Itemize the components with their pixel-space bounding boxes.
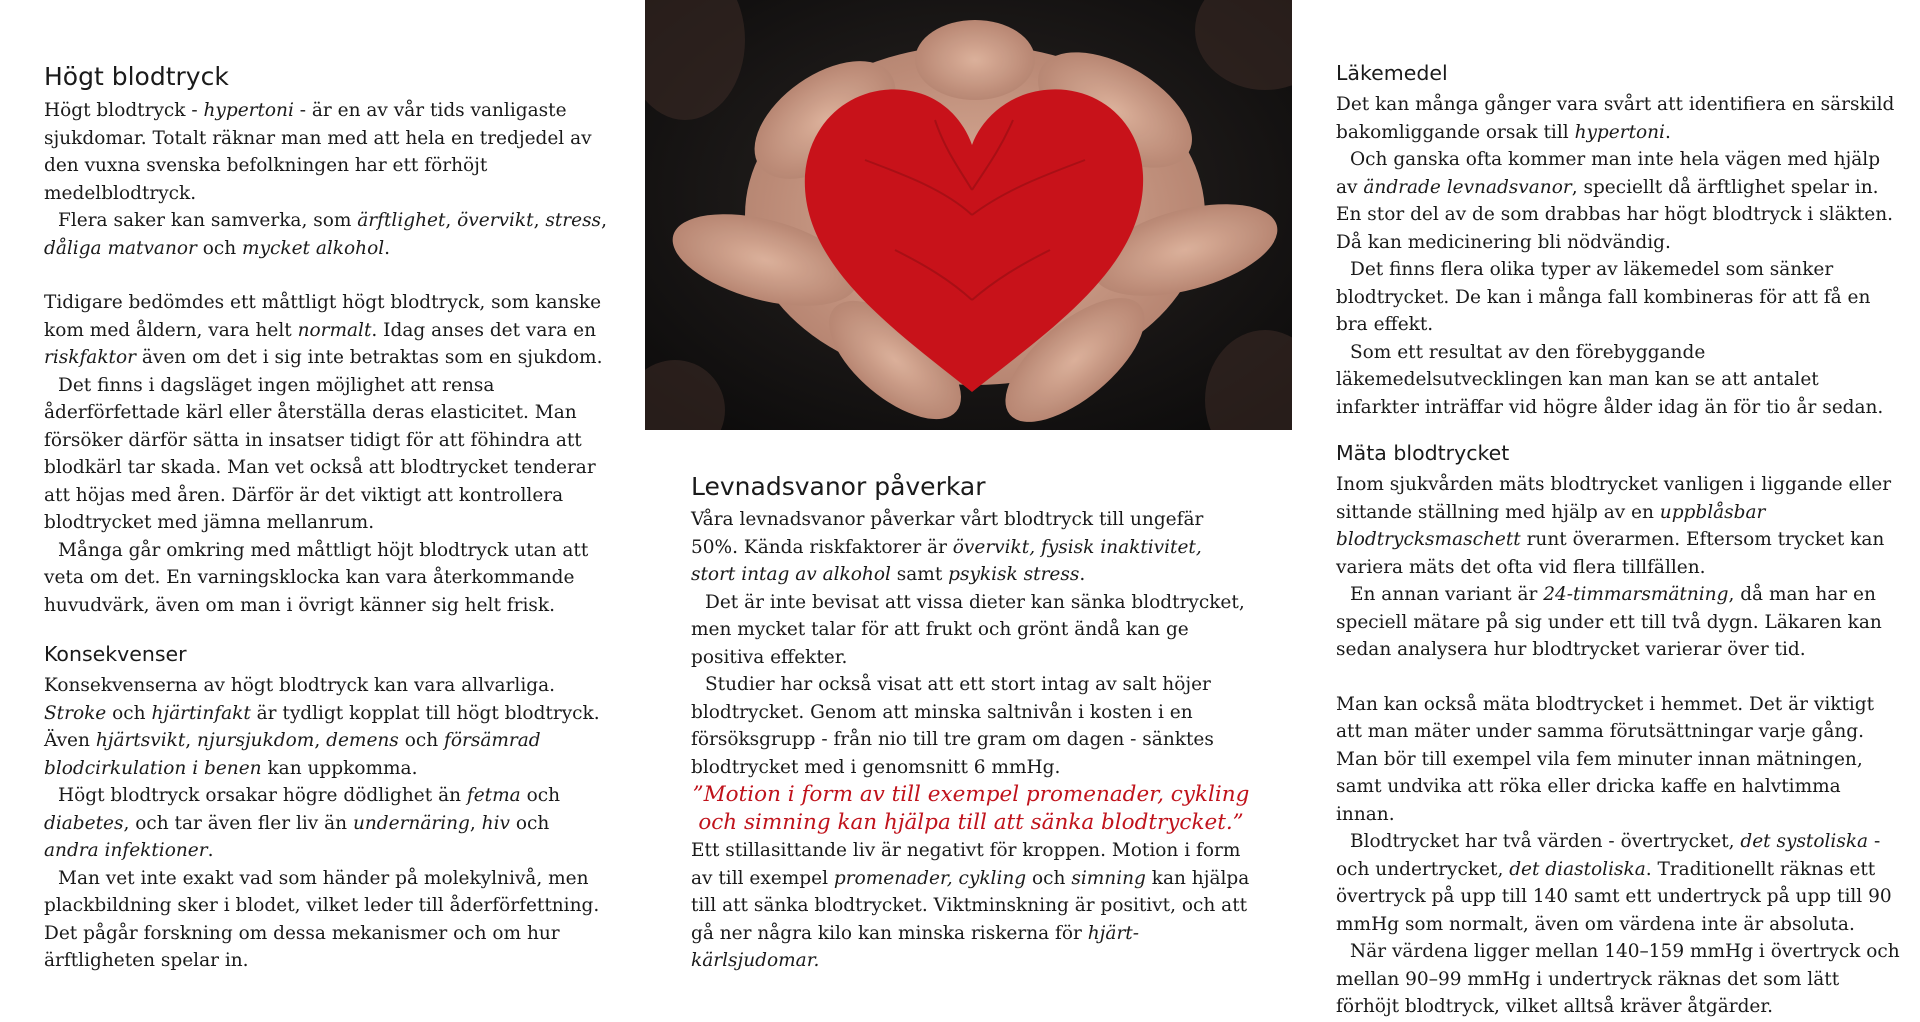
paragraph [1336,471,1901,581]
paragraph [1336,691,1901,829]
emphasis-text: undernäring [352,812,470,834]
emphasis-text: stress [545,210,602,231]
section-title: Läkemedel [1336,61,1448,85]
text-run: och [196,237,243,259]
text-run: Högt blodtryck - [44,100,204,121]
text-run: Tidigare bedömdes ett måttligt högt blodtryck, som kanske kom med åldern, vara helt [44,292,602,341]
section-title: Levnadsvanor påverkar [691,472,986,501]
emphasis-text: fetma [466,785,521,806]
paragraph [44,537,609,620]
paragraph [44,207,609,262]
text-run: kan hjälpa till att sänka blodtrycket. Viktminskning är positivt, och att gå ner några kilo kan minska riskerna för [691,867,1250,944]
text-run: Blodtrycket har två värden - övertrycket, [1350,831,1741,852]
pull-quote: ”Motion i form av till exempel promenader, cykling och simning kan hjälpa till att sänka blodtrycket.” [692,782,1250,835]
article-column-middle [691,472,1251,975]
paragraph [1336,91,1901,146]
text-run: och [106,702,152,724]
text-run: Som ett resultat av den förebyggande läkemedelsutvecklingen kan man kan se att antalet infarkter inträffar vid högre ålder idag än för tio år sedan. [1336,341,1884,418]
emphasis-text: hjärtsvikt [95,730,186,751]
emphasis-text: diabetes [44,812,124,834]
paragraph [1336,938,1901,1021]
text-run: , [445,210,458,231]
emphasis-text: ändrade levnadsvanor [1363,176,1572,198]
text-run: . [1079,564,1086,585]
text-run: , [314,730,327,751]
emphasis-text: det diastoliska [1509,858,1646,880]
text-run: Det är inte bevisat att vissa dieter kan sänka blodtrycket, men mycket talar för att frukt och grönt ändå kan ge positiva effekter. [691,591,1245,668]
paragraph [1336,339,1901,422]
text-run: , speciellt då ärftlighet spelar in. En stor del av de som drabbas har högt blodtryck i släkten. Då kan medicinering bli nödvändig. [1336,176,1893,253]
paragraph [1336,256,1901,339]
text-run: . [384,237,391,259]
paragraph [1336,581,1901,664]
paragraph [44,672,609,782]
text-run: , då man har en speciell mätare på sig under ett till två dygn. Läkaren kan sedan analysera hur blodtrycket varierar över tid. [1336,584,1882,660]
text-run: runt överarmen. Eftersom trycket kan variera mäts det ofta vid flera tillfällen. [1336,529,1885,578]
emphasis-text: försämrad blodcirkulation i benen [44,730,541,779]
text-run: , [533,210,546,231]
emphasis-text: mycket alkohol [242,237,385,259]
text-run: samt [890,564,949,585]
text-run: Det kan många gånger vara svårt att identifiera en särskild bakomliggande orsak till [1336,94,1895,143]
text-run: Många går omkring med måttligt höjt blodtryck utan att veta om det. En varningsklocka kan vara återkommande huvudvärk, även om man i övrigt känner sig helt frisk. [44,539,589,616]
paragraph [44,289,609,372]
text-run: Konsekvenserna av högt blodtryck kan vara allvarliga. [44,675,555,696]
emphasis-text: övervikt [457,210,534,231]
text-run: . [1664,121,1671,143]
emphasis-text: riskfaktor [44,347,136,368]
emphasis-text: psykisk stress [948,564,1080,585]
paragraph [1336,828,1901,938]
emphasis-text: 24-timmarsmätning [1543,584,1729,605]
text-run: Våra levnadsvanor påverkar vårt blodtryck till ungefär 50%. Kända riskfaktorer är [691,509,1204,558]
text-run: Man vet inte exakt vad som händer på molekylnivå, men plackbildning sker i blodet, vilket leder till åderförfettning. Det pågår forskning om dessa mekanismer och om hur ärftligheten spelar in. [44,867,600,971]
article-column-left [44,62,609,975]
paragraph [691,589,1251,672]
emphasis-text: övervikt, fysisk inaktivitet, stort intag av alkohol [691,536,1202,585]
text-run: . [207,840,214,861]
text-run: , [469,812,482,834]
emphasis-text: Stroke [44,702,107,724]
text-run: och [520,785,560,806]
emphasis-text: hypertoni [203,100,294,121]
text-run: Högt blodtryck orsakar högre dödlighet än [58,785,467,806]
paragraph [44,372,609,537]
text-run: även om det i sig inte betraktas som en sjukdom. [135,347,603,368]
text-run: Flera saker kan samverka, som [58,210,358,231]
emphasis-text: dåliga matvanor [44,237,197,259]
emphasis-text: hjärtinfakt [151,702,251,724]
article-column-right [1336,60,1901,1021]
emphasis-text: njursjukdom [197,730,315,751]
text-run: När värdena ligger mellan 140–159 mmHg i övertryck och mellan 90–99 mmHg i undertryck räknas det som lätt förhöjt blodtryck, vilket alltså kräver åtgärder. [1336,941,1900,1017]
text-run: kan uppkomma. [261,757,418,779]
emphasis-text: hjärt- kärlsjudomar. [691,922,1139,971]
text-run: , [185,730,198,751]
text-run: och [509,812,550,834]
text-run: , och tar även fler liv än [123,812,353,834]
text-run: . Traditionellt räknas ett övertryck på upp till 140 samt ett undertryck på upp till 90 mmHg som normalt, även om värdena inte är absoluta. [1336,858,1892,935]
text-run: Ett stillasittande liv är negativt för kroppen. Motion i form av till exempel [691,840,1241,889]
text-run: - och undertrycket, [1336,831,1881,880]
text-run: Inom sjukvården mäts blodtrycket vanligen i liggande eller sittande ställning med hjälp av en [1336,474,1892,523]
paragraph [44,97,609,207]
section-subtitle: Konsekvenser [44,642,187,666]
emphasis-text: hiv [481,812,510,834]
text-run: . Idag anses det vara en [371,319,597,341]
emphasis-text: demens [326,730,399,751]
text-run: och [1026,867,1072,889]
text-run: , [601,210,607,231]
paragraph [44,865,609,975]
text-run: - är en av vår tids vanligaste sjukdomar. Totalt räknar man med att hela en tredjedel av den vuxna svenska befolkningen har ett förhöjt medelblodtryck. [44,100,592,204]
emphasis-text: normalt [297,319,372,341]
text-run: En annan variant är [1350,584,1544,605]
emphasis-text: hypertoni [1574,121,1665,143]
section-title: Högt blodtryck [44,62,229,91]
emphasis-text: ärftlighet [357,210,446,231]
text-run: och [398,730,444,751]
emphasis-text: uppblåsbar blodtrycksmaschett [1336,501,1766,550]
emphasis-text: simning [1071,867,1146,889]
text-run: Studier har också visat att ett stort intag av salt höjer blodtrycket. Genom att minska saltnivån i kosten i en försöksgrupp - från nio till tre gram om dagen - sänktes blodtrycket med i genomsnitt 6 mmHg. [691,674,1214,778]
text-run: Det finns i dagsläget ingen möjlighet att rensa åderförfettade kärl eller återställa deras elasticitet. Man försöker därför sätta in insatser tidigt för att föhindra att blodkärl tar skada. Man vet också att blodtrycket tenderar att höjas med åren. Därför är det viktigt att kontrollera blodtrycket med jämna mellanrum. [44,374,596,533]
text-run: är tydligt kopplat till högt blodtryck. Även [44,702,600,751]
hero-image [645,0,1292,430]
section-subtitle: Mäta blodtrycket [1336,441,1510,465]
paragraph [691,506,1251,589]
text-run: Och ganska ofta kommer man inte hela vägen med hjälp av [1336,149,1881,198]
emphasis-text: det systoliska [1740,831,1869,852]
paragraph [1336,146,1901,256]
paragraph [44,782,609,865]
paragraph [691,671,1251,781]
text-run: Man kan också mäta blodtrycket i hemmet. Det är viktigt att man mäter under samma förutsättningar varje gång. Man bör till exempel vila fem minuter innan mätningen, samt undvika att röka eller dricka kaffe en halvtimma innan. [1336,693,1875,825]
text-run: Det finns flera olika typer av läkemedel som sänker blodtrycket. De kan i många fall kombineras för att få en bra effekt. [1336,259,1871,335]
paragraph [691,837,1251,975]
emphasis-text: promenader, cykling [833,867,1027,889]
emphasis-text: andra infektioner [44,840,208,861]
